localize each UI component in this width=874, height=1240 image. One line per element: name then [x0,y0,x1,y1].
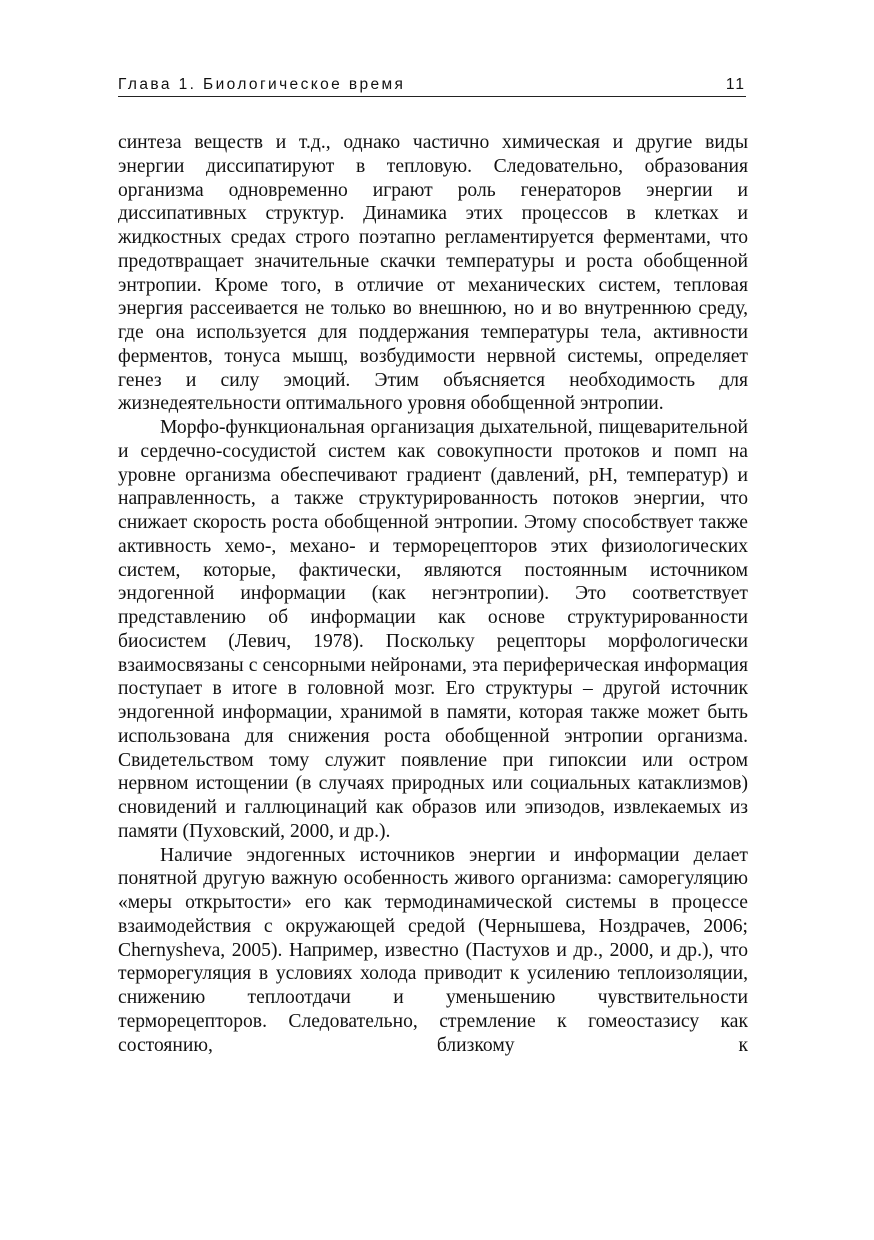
page-number: 11 [725,76,746,93]
chapter-title: Глава 1. Биологическое время [118,76,406,93]
paragraph-3: Наличие эндогенных источников энергии и информации делает понятной другую важную особенность живого организма: саморегуляцию «меры открытости» его как термодинамической системы в процессе взаимодействия с окружающей средой (Чернышева, Ноздрачев, 2006; Chernysheva, 2005). Например, известно (Пастухов и др., 2000, и др.), что терморегуляция в условиях холода приводит к усилению теплоизоляции, снижению теплоотдачи и уменьшению чувствительности терморецепторов. Следовательно, стремление к гомеостазису как состоянию, близкому к [118,844,748,1056]
running-header [118,74,746,97]
body-text [118,131,748,1057]
paragraph-1: синтеза веществ и т.д., однако частично химическая и другие виды энергии диссипатируют в тепловую. Следовательно, образования организма одновременно играют роль генераторов энергии и диссипативных структур. Динамика этих процессов в клетках и жидкостных средах строго поэтапно регламентируется ферментами, что предотвращает значительные скачки температуры и роста обобщенной энтропии. Кроме того, в отличие от механических систем, тепловая энергия рассеивается не только во внешнюю, но и во внутреннюю среду, где она используется для поддержания температуры тела, активности ферментов, тонуса мышц, возбудимости нервной системы, определяет генез и силу эмоций. Этим объясняется необходимость для жизнедеятельности оптимального уровня обобщенной энтропии. [118,132,748,415]
paragraph-2: Морфо-функциональная организация дыхательной, пищеварительной и сердечно-сосудистой систем как совокупности протоков и помп на уровне организма обеспечивают градиент (давлений, pH, температур) и направленность, а также структурированность потоков энергии, что снижает скорость роста обобщенной энтропии. Этому способствует также активность хемо-, механо- и терморецепторов этих физиологических систем, которые, фактически, являются постоянным источником эндогенной информации (как негэнтропии). Это соответствует представлению об информации как основе структурированности биосистем (Левич, 1978). Поскольку рецепторы морфологически взаимосвязаны с сенсорными нейронами, эта периферическая информация поступает в итоге в головной мозг. Его структуры – другой источник эндогенной информации, хранимой в памяти, которая также может быть использована для снижения роста обобщенной энтропии организма. Свидетельством тому служит появление при гипоксии или остром нервном истощении (в случаях природных или социальных катаклизмов) сновидений и галлюцинаций как образов или эпизодов, извлекаемых из памяти (Пуховский, 2000, и др.). [118,417,748,842]
